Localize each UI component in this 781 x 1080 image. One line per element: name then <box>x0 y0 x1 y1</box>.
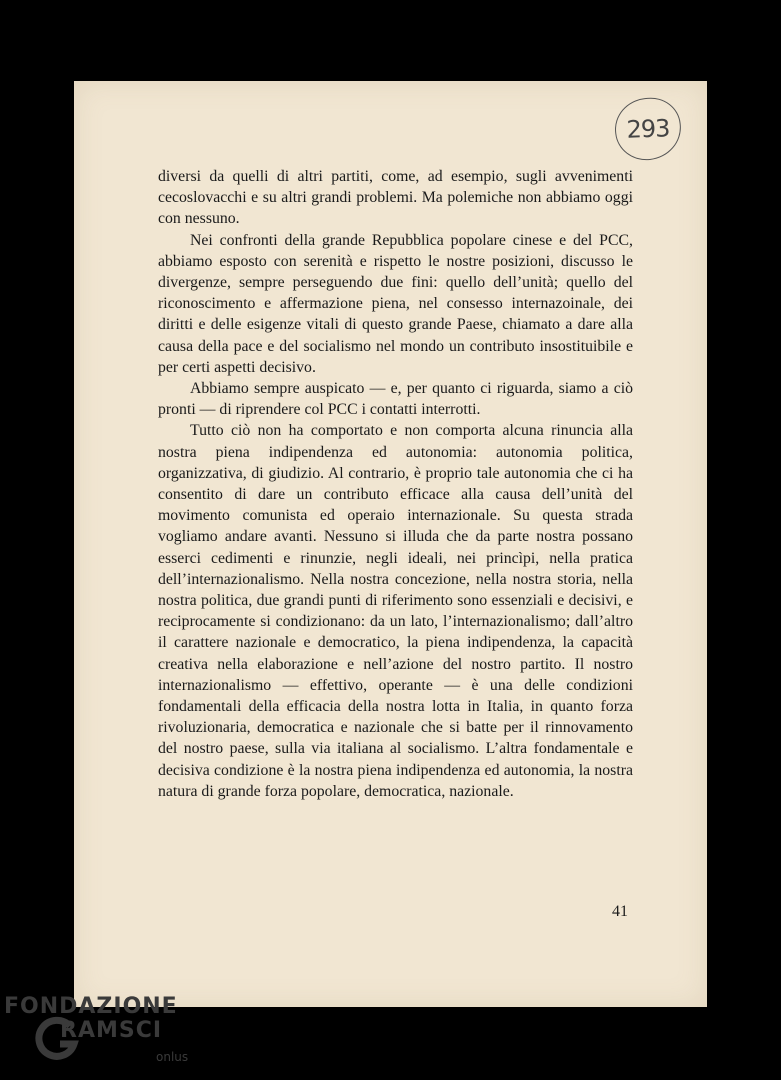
paragraph-1: diversi da quelli di altri partiti, come, ad esempio, sugli avvenimenti cecoslovacchi e su altri grandi problemi. Ma polemiche non abbiamo oggi con nessuno. <box>158 168 633 228</box>
watermark-line-1: FONDAZIONE <box>4 994 178 1019</box>
page-number: 41 <box>612 903 628 920</box>
watermark-line-2: RAMSCI <box>60 1018 163 1043</box>
paragraph-4: Tutto ciò non ha comportato e non comporta alcuna rinuncia alla nostra piena indipendenza ed autonomia: autonomia politica, organizzativa, di giudizio. Al contrario, è proprio tale autonomia che ci ha consentito di dare un contributo efficace alla causa dell’unità del movimento comunista ed operaio internazionale. Su questa strada vogliamo andare avanti. Nessuno si illuda che da parte nostra possano esserci cedimenti e rinunzie, negli ideali, nei princìpi, nella pratica dell’internazionalismo. Nella nostra concezione, nella nostra storia, nella nostra politica, due grandi punti di riferimento sono essenziali e decisivi, e reciprocamente si condizionano: da un lato, l’internazionalismo; dall’altro il carattere nazionale e democratico, la piena indipendenza, la capacità creativa nella elaborazione e nell’azione del nostro partito. Il nostro internazionalismo — effettivo, operante — è una delle condizioni fondamentali della efficacia della nostra lotta in Italia, in quanto forza rivoluzionaria, democratica e nazionale che si batte per il rinnovamento del nostro paese, sulla via italiana al socialismo. L’altra fondamentale e decisiva condizione è la nostra piena indipendenza ed autonomia, la nostra natura di grande forza popolare, democratica, nazionale. <box>158 422 633 800</box>
fondazione-gramsci-watermark <box>4 994 204 1074</box>
body-text <box>158 166 633 802</box>
handwritten-page-annotation <box>612 95 684 164</box>
paragraph-3: Abbiamo sempre auspicato — e, per quanto ci riguarda, siamo a ciò pronti — di riprendere col PCC i contatti interrotti. <box>158 380 633 419</box>
paragraph-2: Nei confronti della grande Repubblica popolare cinese e del PCC, abbiamo esposto con serenità e rispetto le nostre posizioni, discusso le divergenze, sempre perseguendo due fini: quello dell’unità; quello del riconoscimento e affermazione piena, nel consesso internazoinale, dei diritti e delle esigenze vitali di questo grande Paese, chiamato a dare alla causa della pace e del socialismo nel mondo un contributo insostituibile e per certi aspetti decisivo. <box>158 231 633 376</box>
handwritten-number: 293 <box>626 114 670 144</box>
watermark-line-3: onlus <box>156 1050 189 1064</box>
